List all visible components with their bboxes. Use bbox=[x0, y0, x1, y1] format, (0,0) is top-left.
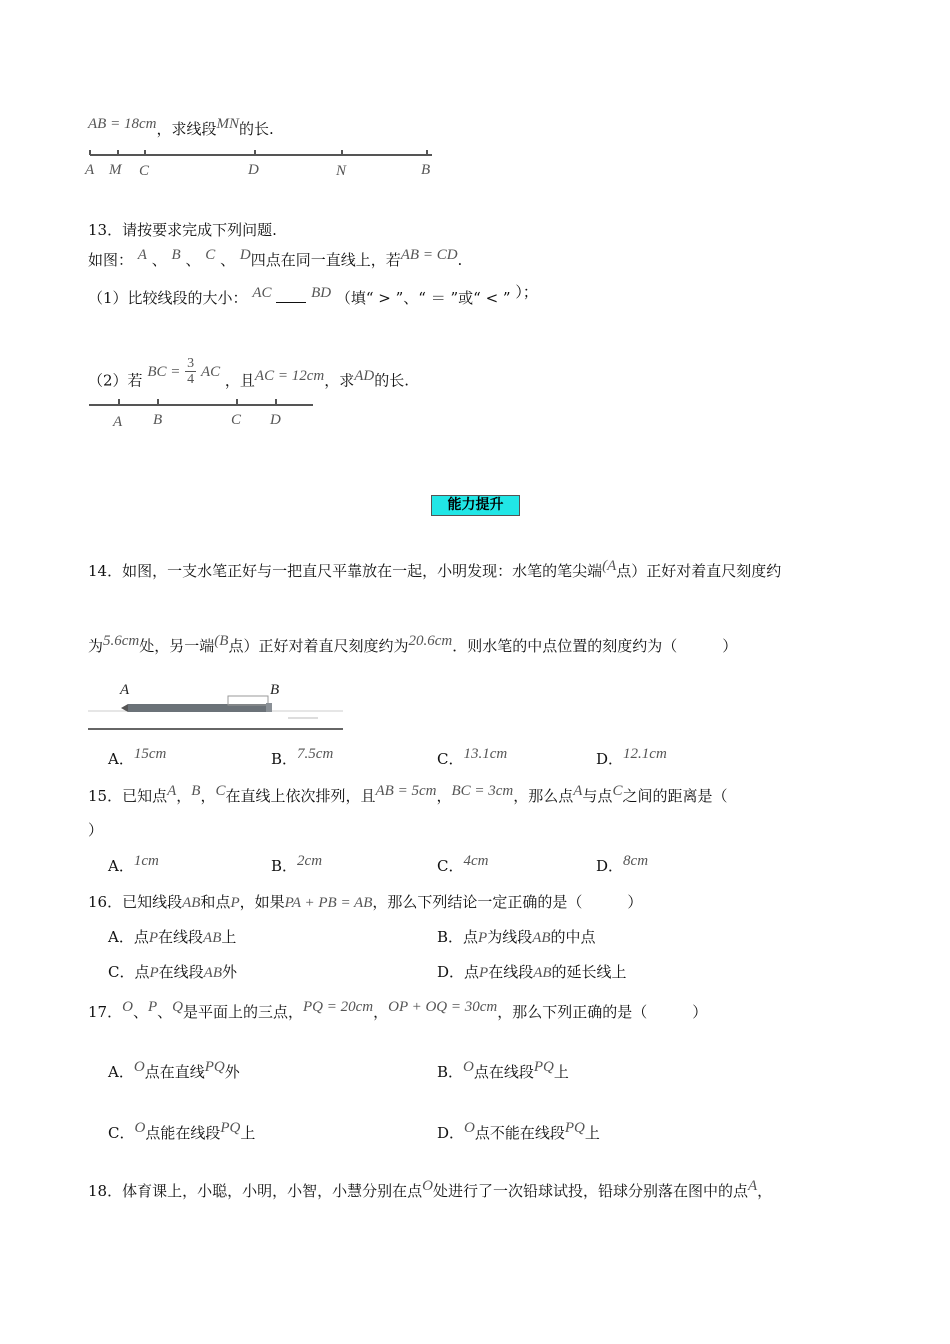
q12-label-n: N bbox=[336, 163, 347, 179]
q16-option-c[interactable]: C．点P在线段AB外 bbox=[108, 963, 238, 981]
q17-option-c[interactable]: C．O点能在线段PQ上 bbox=[108, 1120, 256, 1142]
q13-figure bbox=[85, 395, 320, 431]
q15-option-d[interactable]: D．8cm bbox=[596, 853, 649, 875]
q12-label-m: M bbox=[109, 162, 122, 178]
pen-label-a: A bbox=[120, 682, 130, 698]
q14-line1: 14．如图，一支水笔正好与一把直尺平靠放在一起，小明发现：水笔的笔尖端(A点）正好对着直尺刻度约 bbox=[88, 558, 782, 580]
q15-line2: ） bbox=[88, 821, 104, 839]
section-title: 能力提升 bbox=[431, 495, 520, 516]
q14-option-d[interactable]: D．12.1cm bbox=[596, 746, 667, 768]
q14-option-b[interactable]: B．7.5cm bbox=[271, 746, 334, 768]
pen-label-b: B bbox=[270, 682, 280, 698]
q13-label-a: A bbox=[113, 414, 123, 430]
q14-option-c[interactable]: C．13.1cm bbox=[437, 746, 508, 768]
q13-label-b: B bbox=[153, 412, 163, 428]
q12-line: AB = 18cm，求线段MN的长. bbox=[88, 116, 274, 138]
fraction: $\frac{3}{4}$ bbox=[187, 356, 195, 387]
q17-stem: 17．O、P、Q是平面上的三点，PQ = 20cm，OP + OQ = 30cm，那么下列正确的是（ ） bbox=[88, 999, 708, 1021]
q17-option-b[interactable]: B．O点在线段PQ上 bbox=[437, 1059, 569, 1081]
q12-label-b: B bbox=[421, 162, 431, 178]
q12-figure bbox=[80, 145, 440, 181]
q16-option-d[interactable]: D．点P在线段AB的延长线上 bbox=[437, 963, 627, 981]
q13-intro: 如图： A 、 B 、 C 、 D四点在同一直线上，若AB = CD. bbox=[88, 247, 463, 269]
q16-option-a[interactable]: A．点P在线段AB上 bbox=[108, 928, 237, 946]
pen-ruler-figure bbox=[88, 680, 348, 735]
q13-label-c: C bbox=[231, 412, 242, 428]
answer-blank[interactable] bbox=[276, 288, 306, 303]
q15-line1: 15．已知点A，B，C在直线上依次排列，且AB = 5cm，BC = 3cm，那么点A与点C之间的距离是（ bbox=[88, 783, 728, 805]
q13-part2: （2）若 BC = $\frac{3}{4}$ AC ，且AC = 12cm，求AD的长. bbox=[88, 356, 409, 390]
q13-label-d: D bbox=[270, 412, 281, 428]
pen-clip bbox=[228, 696, 268, 705]
q17-option-d[interactable]: D．O点不能在线段PQ上 bbox=[437, 1120, 600, 1142]
q15-option-c[interactable]: C．4cm bbox=[437, 853, 489, 875]
q18-stem: 18．体育课上，小聪，小明，小智，小慧分别在点O处进行了一次铅球试投，铅球分别落在图中的点A， bbox=[88, 1178, 773, 1200]
q15-option-a[interactable]: A．1cm bbox=[108, 853, 159, 875]
q16-stem: 16．已知线段AB和点P，如果PA + PB = AB，那么下列结论一定正确的是（ ） bbox=[88, 893, 643, 911]
q14-line2: 为5.6cm处，另一端(B点）正好对着直尺刻度约为20.6cm．则水笔的中点位置的刻度约为（ ） bbox=[88, 633, 738, 655]
q17-option-a[interactable]: A．O点在直线PQ外 bbox=[108, 1059, 240, 1081]
q12-label-d: D bbox=[248, 162, 259, 178]
pen-cap bbox=[266, 703, 272, 712]
q13-part1: （1）比较线段的大小： AC BD （填“ > ”、“ ＝ ”或“ < ” ）； bbox=[88, 283, 538, 307]
q16-option-b[interactable]: B．点P为线段AB的中点 bbox=[437, 928, 596, 946]
q15-option-b[interactable]: B．2cm bbox=[271, 853, 323, 875]
q12-label-c: C bbox=[139, 163, 150, 179]
q14-option-a[interactable]: A．15cm bbox=[108, 746, 167, 768]
q12-label-a: A bbox=[85, 162, 95, 178]
q12-cond: AB = 18cm bbox=[88, 116, 157, 132]
q13-title: 13．请按要求完成下列问题. bbox=[88, 221, 277, 239]
